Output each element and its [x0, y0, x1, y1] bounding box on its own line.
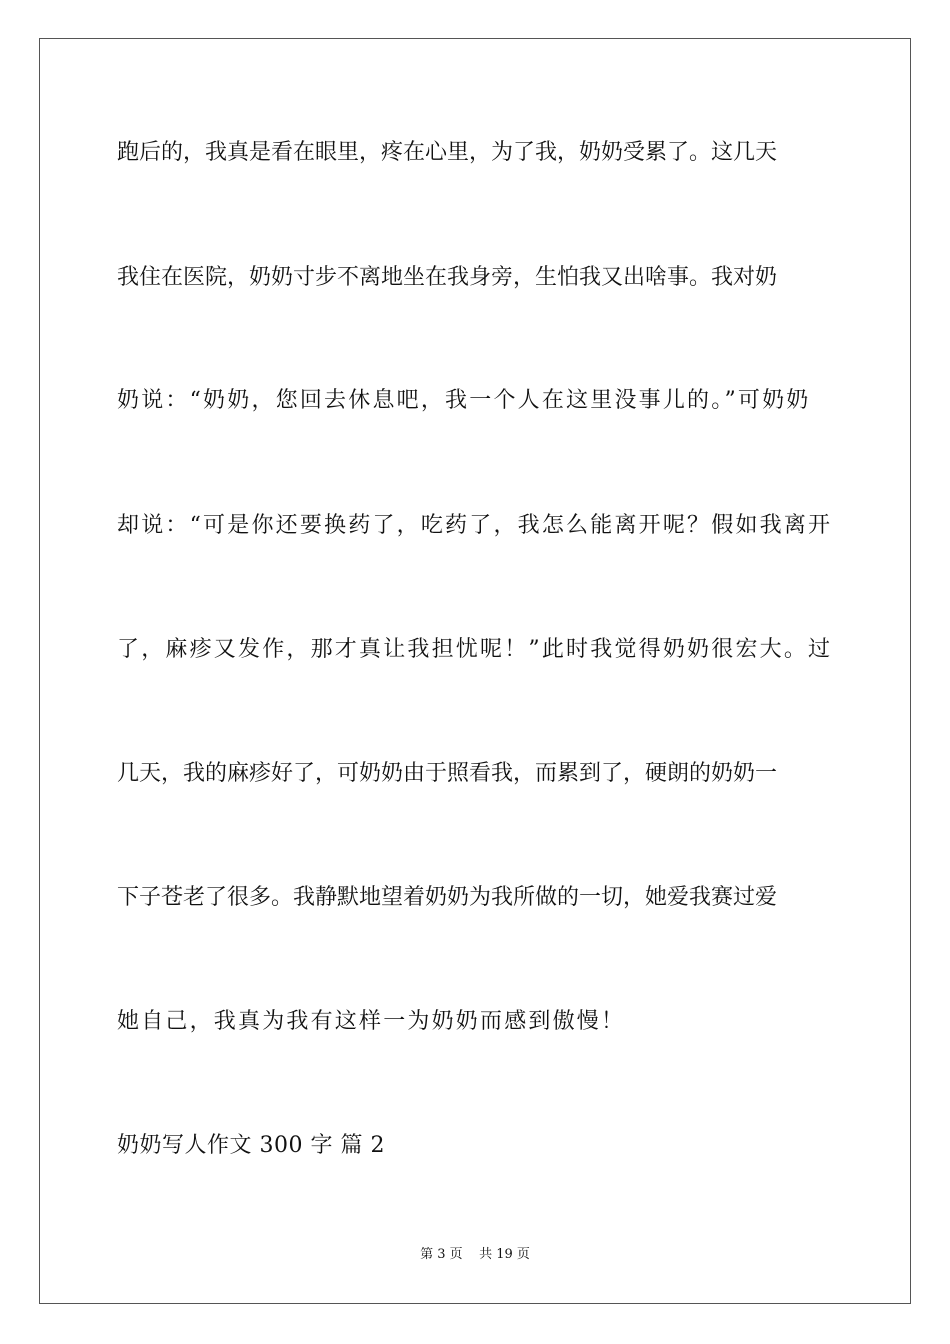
paragraph-line-8: 她自己，我真为我有这样一为奶奶而感到傲慢！ [117, 1009, 626, 1034]
paragraph-line-1: 跑后的，我真是看在眼里，疼在心里，为了我，奶奶受累了。这几天 [117, 140, 778, 165]
paragraph-line-7: 下子苍老了很多。我静默地望着奶奶为我所做的一切，她爱我赛过爱 [117, 885, 778, 910]
section-heading: 奶奶写人作文 300 字 篇 2 [117, 1133, 385, 1158]
paragraph-line-5: 了，麻疹又发作，那才真让我担忧呢！”此时我觉得奶奶很宏大。过 [117, 637, 833, 662]
page-frame [39, 38, 911, 1304]
paragraph-line-6: 几天，我的麻疹好了，可奶奶由于照看我，而累到了，硬朗的奶奶一 [117, 761, 778, 786]
paragraph-line-3: 奶说：“奶奶，您回去休息吧，我一个人在这里没事儿的。”可奶奶 [117, 388, 811, 413]
page-indicator: 第 3 页 共 19 页 [420, 1247, 530, 1262]
paragraph-line-2: 我住在医院，奶奶寸步不离地坐在我身旁，生怕我又出啥事。我对奶 [117, 265, 778, 290]
paragraph-line-4: 却说：“可是你还要换药了，吃药了，我怎么能离开呢？假如我离开 [117, 513, 833, 538]
